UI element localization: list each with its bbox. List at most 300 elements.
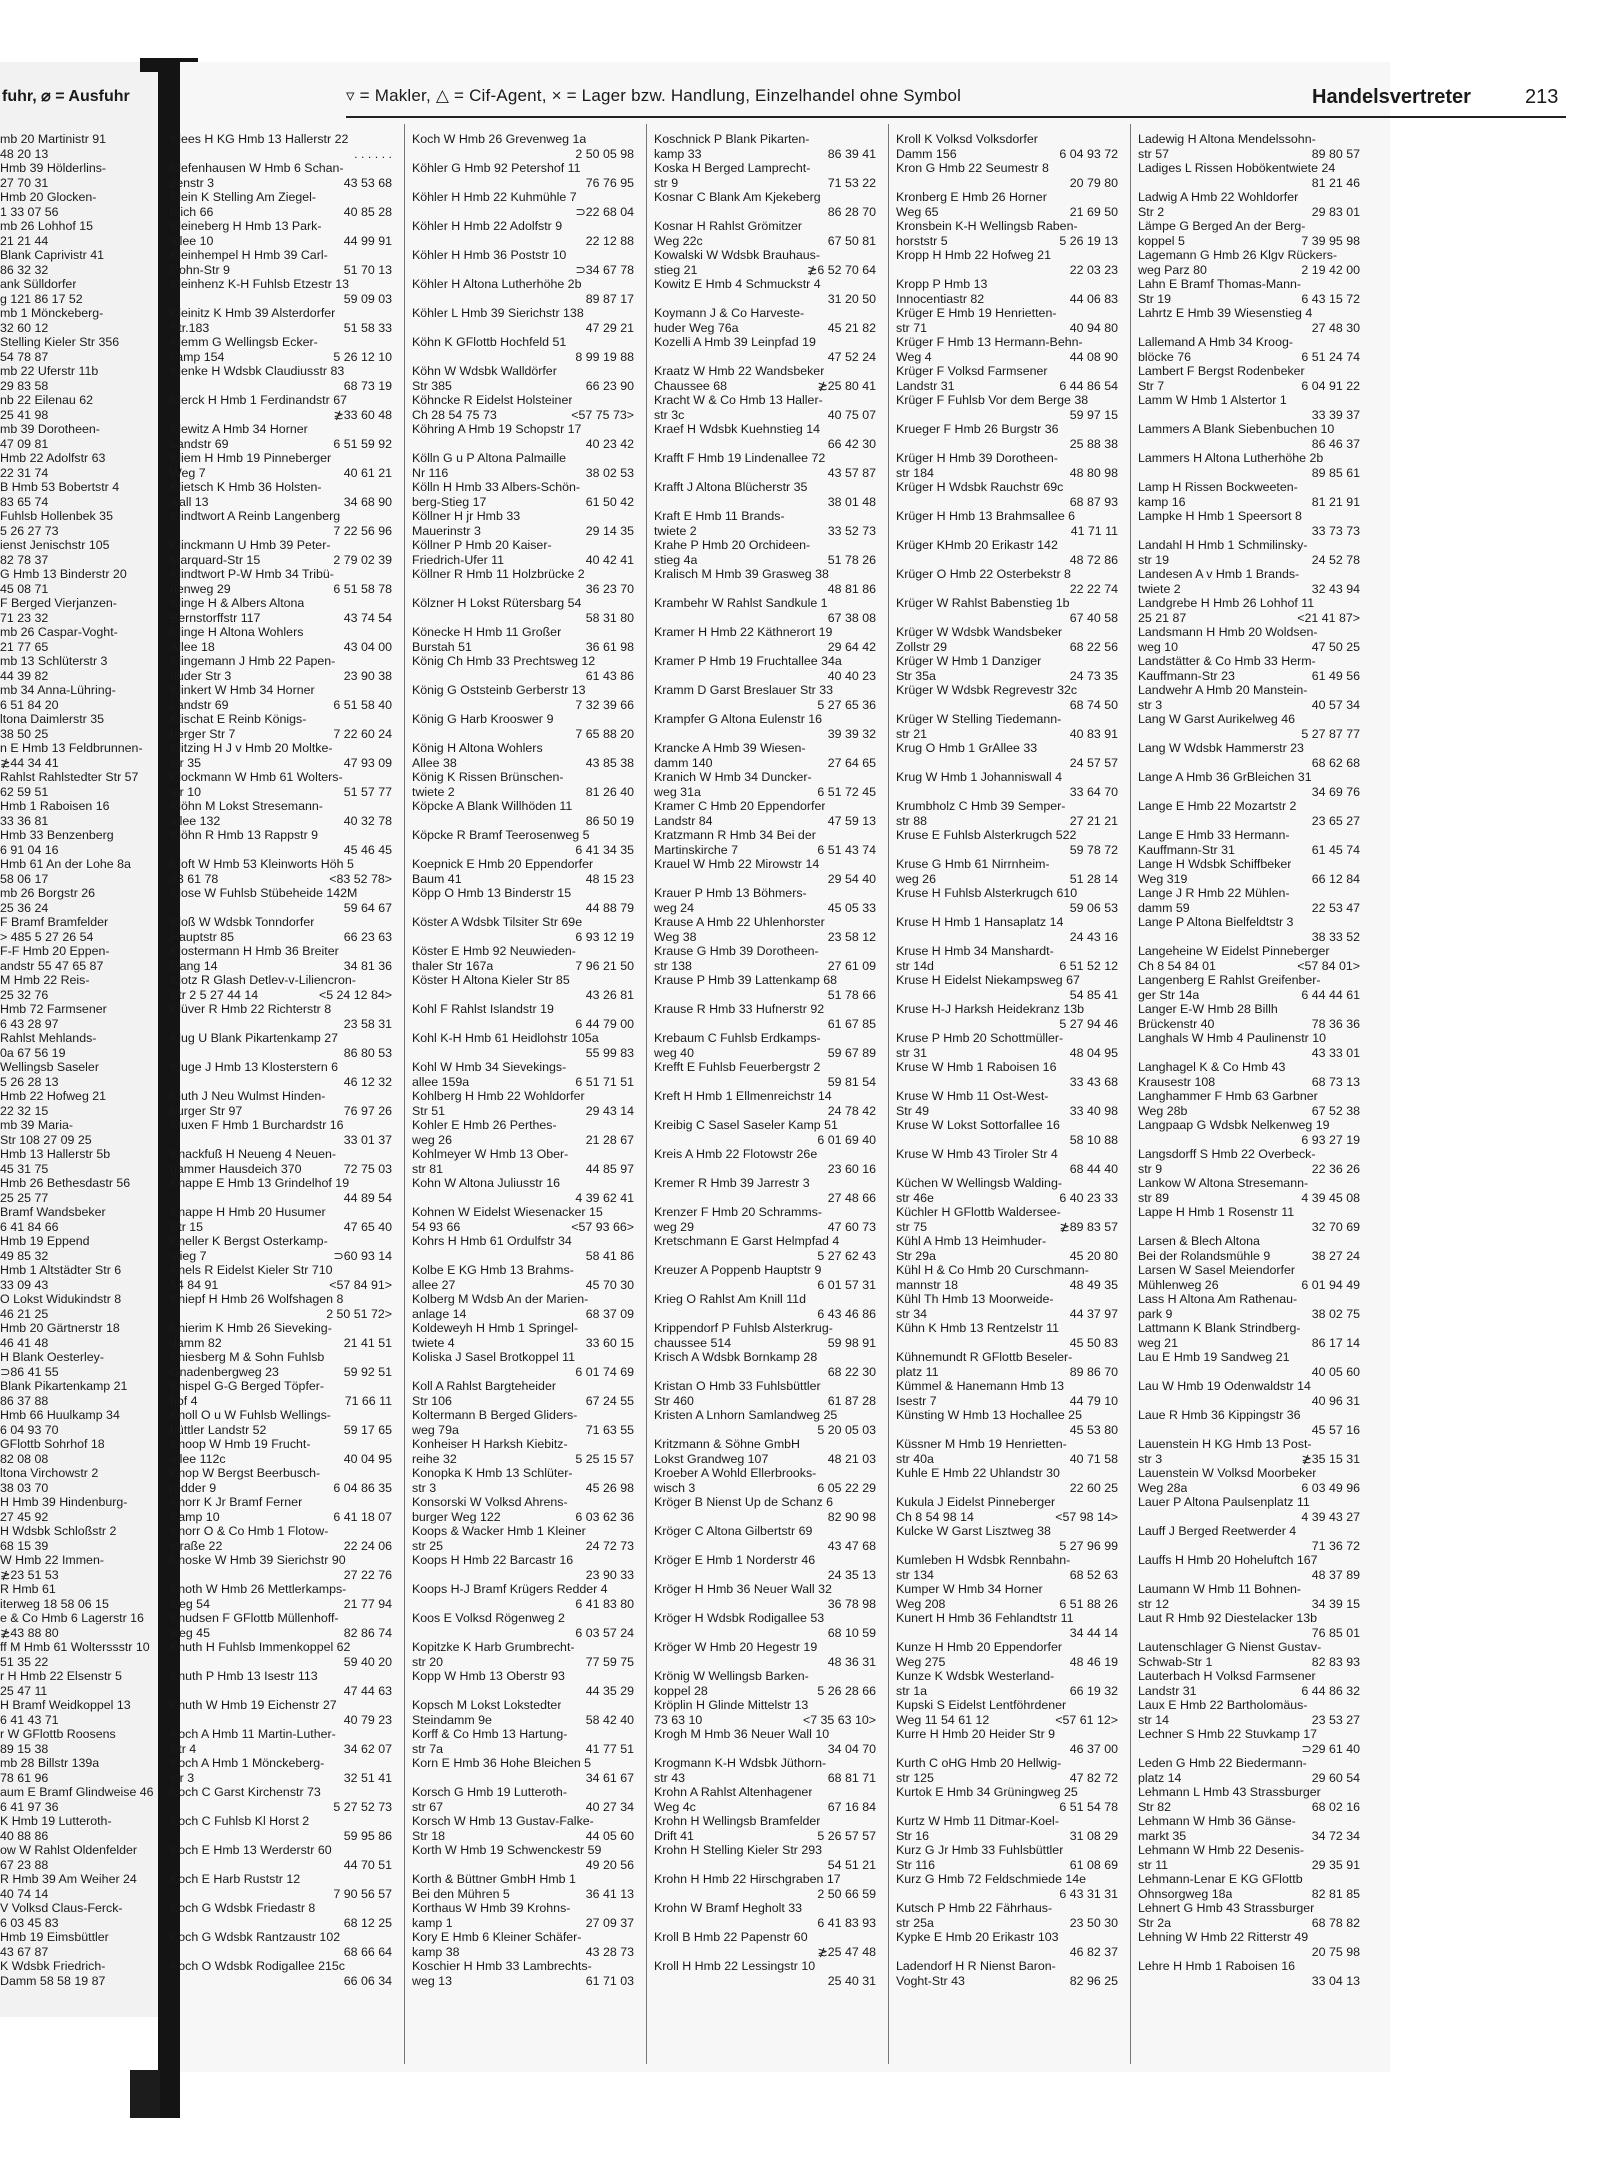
entry-name: str 57 bbox=[1138, 146, 1169, 161]
entry-name: Kramer P Hmb 19 Fruchtallee 34a bbox=[654, 654, 842, 668]
directory-entry-line bbox=[170, 1626, 392, 1641]
directory-entry-line bbox=[654, 408, 876, 423]
entry-phone: 48 36 31 bbox=[827, 1654, 876, 1669]
entry-name: burger Weg 122 bbox=[412, 1509, 501, 1524]
entry-phone bbox=[131, 857, 135, 872]
directory-entry-line bbox=[0, 553, 160, 568]
directory-entry-line bbox=[0, 451, 160, 466]
entry-phone: 40 23 42 bbox=[585, 436, 634, 451]
entry-name: str 34 bbox=[896, 1306, 927, 1321]
directory-entry-line bbox=[896, 248, 1118, 263]
entry-phone bbox=[1114, 364, 1118, 379]
entry-phone bbox=[388, 828, 392, 843]
directory-entry-line bbox=[654, 1916, 876, 1931]
entry-phone bbox=[388, 712, 392, 727]
directory-entry-line bbox=[0, 959, 160, 974]
directory-entry-line bbox=[170, 1698, 392, 1713]
entry-name: Bernstorffstr 117 bbox=[170, 610, 261, 625]
directory-entry-line bbox=[654, 1843, 876, 1858]
entry-phone bbox=[388, 1060, 392, 1075]
directory-entry-line bbox=[412, 263, 634, 278]
directory-entry-line bbox=[654, 1060, 876, 1075]
entry-name: König G Harb Krooswег 9 bbox=[412, 712, 554, 726]
directory-entry-line bbox=[1138, 1147, 1360, 1162]
entry-name: 6 51 84 20 bbox=[0, 697, 59, 712]
entry-phone: 71 66 11 bbox=[344, 1393, 392, 1408]
entry-name: Str 116 bbox=[896, 1857, 936, 1872]
entry-phone bbox=[1114, 509, 1118, 524]
entry-name: Kruse W Hmb 1 Raboisen 16 bbox=[896, 1060, 1057, 1074]
entry-phone bbox=[59, 1626, 63, 1641]
entry-phone bbox=[110, 1147, 114, 1162]
entry-phone bbox=[388, 1292, 392, 1307]
entry-phone: 6 43 46 86 bbox=[817, 1306, 876, 1321]
entry-phone bbox=[1114, 1727, 1118, 1742]
entry-phone: 27 22 76 bbox=[343, 1567, 392, 1582]
directory-entry-line bbox=[1138, 234, 1360, 249]
directory-entry-line bbox=[896, 1278, 1118, 1293]
entry-phone bbox=[48, 901, 52, 916]
entry-name: weg 26 bbox=[412, 1132, 452, 1147]
left-page-fragment bbox=[0, 62, 168, 2017]
directory-entry-line bbox=[896, 1307, 1118, 1322]
directory-entry-line bbox=[896, 132, 1118, 147]
entry-phone bbox=[1114, 1553, 1118, 1568]
entry-phone bbox=[872, 538, 876, 553]
directory-entry-line bbox=[1138, 843, 1360, 858]
directory-entry-line bbox=[0, 1843, 160, 1858]
entry-name: Str 7 bbox=[1138, 378, 1165, 393]
entry-name: iterweg 18 58 06 15 bbox=[0, 1596, 109, 1611]
directory-entry-line bbox=[0, 582, 160, 597]
entry-name: 48 20 13 bbox=[0, 146, 49, 161]
entry-phone bbox=[388, 1843, 392, 1858]
entry-phone bbox=[137, 1872, 141, 1887]
entry-phone bbox=[630, 1814, 634, 1829]
entry-phone bbox=[1114, 1176, 1118, 1191]
entry-name: Knappe E Hmb 13 Grindelhof 19 bbox=[170, 1176, 350, 1190]
entry-phone: 61 08 69 bbox=[1069, 1857, 1118, 1872]
directory-entry-line bbox=[412, 843, 634, 858]
entry-name: str 7a bbox=[412, 1741, 443, 1756]
directory-entry-line bbox=[896, 509, 1118, 524]
entry-phone: 6 51 54 78 bbox=[1059, 1799, 1118, 1814]
directory-entry-line bbox=[896, 176, 1118, 191]
entry-phone bbox=[388, 161, 392, 176]
entry-phone: 39 39 32 bbox=[827, 726, 876, 741]
directory-entry-line bbox=[654, 509, 876, 524]
entry-phone: 40 42 41 bbox=[585, 552, 634, 567]
entry-phone: 5 27 87 77 bbox=[1301, 726, 1360, 741]
entry-phone bbox=[1114, 1872, 1118, 1887]
directory-entry-line bbox=[0, 799, 160, 814]
entry-phone: 45 20 80 bbox=[1069, 1248, 1118, 1263]
directory-entry-line bbox=[170, 1089, 392, 1104]
directory-entry-line bbox=[170, 1365, 392, 1380]
directory-entry-line bbox=[654, 1046, 876, 1061]
entry-name: str 1a bbox=[896, 1683, 927, 1698]
entry-phone: 48 46 19 bbox=[1069, 1654, 1118, 1669]
directory-entry-line bbox=[170, 248, 392, 263]
entry-name: Kreibig C Sasel Saseler Kamp 51 bbox=[654, 1118, 838, 1132]
entry-name: Krause G Hmb 39 Dorotheen- bbox=[654, 944, 819, 958]
entry-name: Knorr O & Co Hmb 1 Flotow- bbox=[170, 1524, 329, 1538]
entry-phone bbox=[388, 1901, 392, 1916]
entry-phone: 34 62 07 bbox=[343, 1741, 392, 1756]
directory-entry-line bbox=[170, 1162, 392, 1177]
entry-name: weg 40 bbox=[654, 1045, 694, 1060]
directory-entry-line bbox=[654, 1394, 876, 1409]
directory-entry-line bbox=[896, 973, 1118, 988]
entry-phone bbox=[388, 277, 392, 292]
entry-name: Köpcke A Blank Willhöden 11 bbox=[412, 799, 573, 813]
directory-entry-line bbox=[170, 1495, 392, 1510]
entry-phone: 4 39 45 08 bbox=[1301, 1190, 1360, 1205]
entry-phone bbox=[872, 1785, 876, 1800]
entry-phone bbox=[872, 1031, 876, 1046]
entry-name: Lehnert G Hmb 43 Strassburger bbox=[1138, 1901, 1315, 1915]
directory-entry-line bbox=[0, 1278, 160, 1293]
directory-entry-line bbox=[0, 828, 160, 843]
directory-entry-line bbox=[170, 1916, 392, 1931]
entry-name: Kühnemundt R GFlottb Beseler- bbox=[896, 1350, 1073, 1364]
directory-entry-line bbox=[654, 1800, 876, 1815]
entry-phone: 4 39 62 41 bbox=[575, 1190, 634, 1205]
entry-phone bbox=[137, 1843, 141, 1858]
entry-name: stieg 21 bbox=[654, 262, 698, 277]
entry-phone bbox=[1356, 1292, 1360, 1307]
entry-name: 86 32 32 bbox=[0, 262, 49, 277]
entry-name: weg 45 bbox=[170, 1625, 210, 1640]
entry-name: str 3 bbox=[412, 1480, 437, 1495]
entry-phone: 61 87 28 bbox=[827, 1393, 876, 1408]
entry-phone: 68 37 09 bbox=[585, 1306, 634, 1321]
entry-phone: ≵25 47 48 bbox=[817, 1944, 876, 1959]
entry-phone bbox=[630, 1408, 634, 1423]
entry-name: zenstr 3 bbox=[170, 175, 215, 190]
entry-name: Krampfer G Altona Eulenstr 16 bbox=[654, 712, 823, 726]
directory-column-5 bbox=[1138, 132, 1360, 1988]
directory-entry-line bbox=[1138, 1510, 1360, 1525]
directory-entry-line bbox=[170, 480, 392, 495]
directory-entry-line bbox=[0, 379, 160, 394]
directory-entry-line bbox=[412, 828, 634, 843]
entry-phone bbox=[1114, 596, 1118, 611]
entry-name: 44 39 82 bbox=[0, 668, 49, 683]
entry-phone bbox=[1356, 1640, 1360, 1655]
directory-entry-line bbox=[1138, 393, 1360, 408]
entry-phone bbox=[109, 1930, 113, 1945]
directory-entry-line bbox=[896, 335, 1118, 350]
directory-entry-line bbox=[0, 1713, 160, 1728]
entry-name: Kleineberg H Hmb 13 Park- bbox=[170, 219, 322, 233]
directory-entry-line bbox=[170, 219, 392, 234]
directory-entry-line bbox=[170, 1539, 392, 1554]
directory-entry-line bbox=[1138, 1771, 1360, 1786]
directory-entry-line bbox=[896, 466, 1118, 481]
entry-phone bbox=[110, 799, 114, 814]
entry-phone: 24 35 13 bbox=[827, 1567, 876, 1582]
entry-name: 40 74 14 bbox=[0, 1886, 49, 1901]
entry-phone: 67 38 08 bbox=[827, 610, 876, 625]
entry-name: weg Parz 80 bbox=[1138, 262, 1207, 277]
entry-name: 68 15 39 bbox=[0, 1538, 49, 1553]
entry-name: > 485 5 27 26 54 bbox=[0, 929, 94, 944]
directory-entry-line bbox=[1138, 872, 1360, 887]
entry-name: 82 08 08 bbox=[0, 1451, 49, 1466]
directory-entry-line bbox=[0, 654, 160, 669]
entry-name: Koll A Rahlst Bargteheider bbox=[412, 1379, 556, 1393]
entry-phone: 40 75 07 bbox=[827, 407, 876, 422]
entry-phone bbox=[120, 1408, 124, 1423]
directory-entry-line bbox=[170, 437, 392, 452]
directory-entry-line bbox=[0, 393, 160, 408]
entry-name: Str 49 bbox=[896, 1103, 930, 1118]
entry-phone: 33 73 73 bbox=[1311, 523, 1360, 538]
entry-phone bbox=[388, 857, 392, 872]
directory-entry-line bbox=[1138, 219, 1360, 234]
directory-entry-line bbox=[654, 1437, 876, 1452]
directory-entry-line bbox=[0, 1684, 160, 1699]
entry-name: ltona Virchowstr 2 bbox=[0, 1466, 99, 1480]
entry-name: Weg 208 bbox=[896, 1596, 946, 1611]
entry-name: Klitzing H J v Hmb 20 Moltke- bbox=[170, 741, 333, 755]
entry-phone bbox=[48, 147, 52, 162]
entry-phone bbox=[388, 393, 392, 408]
entry-name: Koch W Hmb 26 Grevenweg 1a bbox=[412, 132, 587, 146]
directory-entry-line bbox=[654, 1307, 876, 1322]
directory-entry-line bbox=[654, 1771, 876, 1786]
entry-phone: 23 60 16 bbox=[827, 1161, 876, 1176]
entry-phone bbox=[1114, 1379, 1118, 1394]
entry-name: Kruse H-J Harksh Heidekranz 13b bbox=[896, 1002, 1085, 1016]
entry-name: Köhler H Altona Lutherhöhe 2b bbox=[412, 277, 582, 291]
entry-phone: 27 61 09 bbox=[827, 958, 876, 973]
entry-name: Krug O Hmb 1 GrAllee 33 bbox=[896, 741, 1038, 755]
entry-phone bbox=[105, 1959, 109, 1974]
directory-entry-line bbox=[170, 176, 392, 191]
entry-name: Str.183 bbox=[170, 320, 210, 335]
directory-entry-line bbox=[412, 857, 634, 872]
entry-phone bbox=[630, 1466, 634, 1481]
directory-entry-line bbox=[896, 1060, 1118, 1075]
directory-entry-line bbox=[412, 1220, 634, 1235]
entry-phone bbox=[388, 1350, 392, 1365]
entry-name: Krieg O Rahlst Am Knill 11d bbox=[654, 1292, 806, 1306]
entry-name: Küchen W Wellingsb Walding- bbox=[896, 1176, 1062, 1190]
column-divider bbox=[1130, 124, 1131, 2064]
entry-phone: 40 96 31 bbox=[1311, 1393, 1360, 1408]
entry-name: Blank Caprivistr 41 bbox=[0, 248, 104, 262]
directory-entry-line bbox=[412, 988, 634, 1003]
entry-phone: 71 53 22 bbox=[827, 175, 876, 190]
entry-phone bbox=[388, 132, 392, 147]
entry-name: Krafft J Altona Blücherstr 35 bbox=[654, 480, 808, 494]
directory-entry-line bbox=[896, 292, 1118, 307]
entry-name: Knoll O u W Fuhlsb Wellings- bbox=[170, 1408, 331, 1422]
directory-entry-line bbox=[412, 364, 634, 379]
directory-entry-line bbox=[0, 306, 160, 321]
directory-entry-line bbox=[170, 872, 392, 887]
directory-entry-line bbox=[412, 1713, 634, 1728]
page-title: Handelsvertreter bbox=[1312, 86, 1471, 108]
entry-phone bbox=[630, 538, 634, 553]
entry-name: str 25 bbox=[412, 1538, 443, 1553]
directory-entry-line bbox=[1138, 553, 1360, 568]
entry-phone: 6 41 83 93 bbox=[817, 1915, 876, 1930]
entry-name: mannstr 18 bbox=[896, 1277, 958, 1292]
entry-name: Klein K Stelling Am Ziegel- bbox=[170, 190, 317, 204]
directory-entry-line bbox=[896, 1118, 1118, 1133]
entry-name: Krug W Hmb 1 Johanniswall 4 bbox=[896, 770, 1062, 784]
entry-phone: 89 85 61 bbox=[1311, 465, 1360, 480]
directory-entry-line bbox=[412, 582, 634, 597]
directory-entry-line bbox=[1138, 248, 1360, 263]
directory-entry-line bbox=[896, 1930, 1118, 1945]
entry-name: Voght-Str 43 bbox=[896, 1973, 965, 1988]
entry-phone: 6 03 49 96 bbox=[1301, 1480, 1360, 1495]
entry-phone bbox=[131, 1698, 135, 1713]
entry-name: Ladewig H Altona Mendelssohn- bbox=[1138, 132, 1316, 146]
entry-phone bbox=[1114, 393, 1118, 408]
entry-name: Lang W Wdsbk Hammerstr 23 bbox=[1138, 741, 1304, 755]
directory-entry-line bbox=[170, 1031, 392, 1046]
directory-entry-line bbox=[1138, 1234, 1360, 1249]
directory-entry-line bbox=[1138, 1408, 1360, 1423]
directory-entry-line bbox=[0, 988, 160, 1003]
entry-phone bbox=[872, 741, 876, 756]
directory-entry-line bbox=[170, 1191, 392, 1206]
entry-phone: 5 26 57 57 bbox=[817, 1828, 876, 1843]
directory-entry-line bbox=[1138, 1379, 1360, 1394]
entry-name: Hmb 72 Farmsener bbox=[0, 1002, 107, 1016]
entry-name: Ch 28 54 75 73 bbox=[412, 407, 497, 422]
entry-phone bbox=[83, 292, 87, 307]
entry-name: Klindtwort P-W Hmb 34 Tribü- bbox=[170, 567, 334, 581]
entry-phone bbox=[630, 1379, 634, 1394]
entry-name: Kohl F Rahlst Islandstr 19 bbox=[412, 1002, 554, 1016]
entry-phone: 51 58 33 bbox=[343, 320, 392, 335]
entry-name: Krumbholz C Hmb 39 Semper- bbox=[896, 799, 1066, 813]
entry-phone: 86 39 41 bbox=[827, 146, 876, 161]
entry-phone: 43 53 68 bbox=[343, 175, 392, 190]
directory-entry-line bbox=[654, 1713, 876, 1728]
entry-name: 33 36 81 bbox=[0, 813, 49, 828]
entry-name: Weg 4c bbox=[654, 1799, 696, 1814]
directory-entry-line bbox=[412, 350, 634, 365]
directory-entry-line bbox=[654, 828, 876, 843]
directory-entry-line bbox=[170, 567, 392, 582]
directory-entry-line bbox=[1138, 1350, 1360, 1365]
entry-name: Korsch W Hmb 13 Gustav-Falke- bbox=[412, 1814, 594, 1828]
directory-entry-line bbox=[654, 364, 876, 379]
entry-phone: 5 20 05 03 bbox=[817, 1422, 876, 1437]
entry-phone: 43 33 01 bbox=[1311, 1045, 1360, 1060]
entry-phone: 20 79 80 bbox=[1069, 175, 1118, 190]
entry-phone bbox=[1114, 422, 1118, 437]
directory-entry-line bbox=[654, 611, 876, 626]
directory-entry-line bbox=[170, 1800, 392, 1815]
entry-phone: 5 27 62 43 bbox=[817, 1248, 876, 1263]
entry-name: Kleinhempel H Hmb 39 Carl- bbox=[170, 248, 328, 262]
entry-phone: 86 17 14 bbox=[1311, 1335, 1360, 1350]
entry-name: Kopsch M Lokst Lokstedter bbox=[412, 1698, 562, 1712]
entry-phone: 44 89 54 bbox=[343, 1190, 392, 1205]
entry-phone bbox=[630, 741, 634, 756]
directory-entry-line bbox=[412, 1597, 634, 1612]
entry-name: Koliska J Sasel Brotkoppel 11 bbox=[412, 1350, 576, 1364]
entry-name: Kumper W Hmb 34 Horner bbox=[896, 1582, 1043, 1596]
entry-phone: 66 12 84 bbox=[1311, 871, 1360, 886]
directory-entry-line bbox=[896, 408, 1118, 423]
entry-name: str 14 bbox=[1138, 1712, 1169, 1727]
left-page-header: fuhr, ⌀ = Ausfuhr bbox=[2, 88, 130, 105]
entry-name: H Hmb 39 Hindenburg- bbox=[0, 1495, 128, 1509]
entry-phone bbox=[388, 1321, 392, 1336]
entry-name: 54 84 91 bbox=[170, 1277, 219, 1292]
entry-phone bbox=[106, 132, 110, 147]
entry-name: Krohn H Hmb 22 Hirschgraben 17 bbox=[654, 1872, 841, 1886]
directory-entry-line bbox=[896, 1510, 1118, 1525]
directory-entry-line bbox=[654, 959, 876, 974]
directory-entry-line bbox=[1138, 263, 1360, 278]
directory-entry-line bbox=[170, 1872, 392, 1887]
entry-name: Kohrs H Hmb 61 Ordulfstr 34 bbox=[412, 1234, 572, 1248]
entry-phone bbox=[388, 1930, 392, 1945]
directory-entry-line bbox=[1138, 1727, 1360, 1742]
directory-entry-line bbox=[412, 393, 634, 408]
directory-entry-line bbox=[412, 1017, 634, 1032]
entry-phone bbox=[59, 1017, 63, 1032]
entry-phone: 59 17 65 bbox=[343, 1422, 392, 1437]
entry-name: Krause A Hmb 22 Uhlenhorster bbox=[654, 915, 825, 929]
directory-entry-line bbox=[412, 1031, 634, 1046]
entry-phone bbox=[48, 408, 52, 423]
entry-name: berger Str 7 bbox=[170, 726, 236, 741]
entry-phone bbox=[388, 1814, 392, 1829]
directory-entry-line bbox=[0, 1756, 160, 1771]
directory-entry-line bbox=[0, 1191, 160, 1206]
directory-entry-line bbox=[1138, 1901, 1360, 1916]
entry-phone: ⊃60 93 14 bbox=[333, 1248, 392, 1263]
entry-phone bbox=[48, 582, 52, 597]
directory-entry-line bbox=[1138, 857, 1360, 872]
entry-phone: 55 99 83 bbox=[585, 1045, 634, 1060]
directory-entry-line bbox=[896, 1553, 1118, 1568]
entry-name: Köpcke R Bramf Teerosenweg 5 bbox=[412, 828, 590, 842]
entry-name: aum E Bramf Glindweise 46 bbox=[0, 1785, 154, 1799]
entry-phone: 20 75 98 bbox=[1311, 1944, 1360, 1959]
entry-name: Köllner R Hmb 11 Holzbrücke 2 bbox=[412, 567, 585, 581]
directory-entry-line bbox=[654, 1104, 876, 1119]
directory-entry-line bbox=[896, 306, 1118, 321]
entry-phone: 44 37 97 bbox=[1069, 1306, 1118, 1321]
directory-entry-line bbox=[412, 625, 634, 640]
directory-entry-line bbox=[412, 640, 634, 655]
entry-name: Kauffmann-Str 31 bbox=[1138, 842, 1235, 857]
entry-phone bbox=[1356, 1698, 1360, 1713]
entry-name: König H Altona Wohlers bbox=[412, 741, 543, 755]
directory-entry-line bbox=[0, 524, 160, 539]
directory-entry-line bbox=[412, 1510, 634, 1525]
entry-name: Kruse E Fuhlsb Alsterkrugch 522 bbox=[896, 828, 1077, 842]
entry-name: str 35 bbox=[170, 755, 201, 770]
directory-entry-line bbox=[896, 915, 1118, 930]
entry-name: Koschnick P Blank Pikarten- bbox=[654, 132, 810, 146]
entry-name: Köhler L Hmb 39 Sierichstr 138 bbox=[412, 306, 584, 320]
right-page bbox=[170, 62, 1559, 2072]
directory-entry-line bbox=[412, 1249, 634, 1264]
